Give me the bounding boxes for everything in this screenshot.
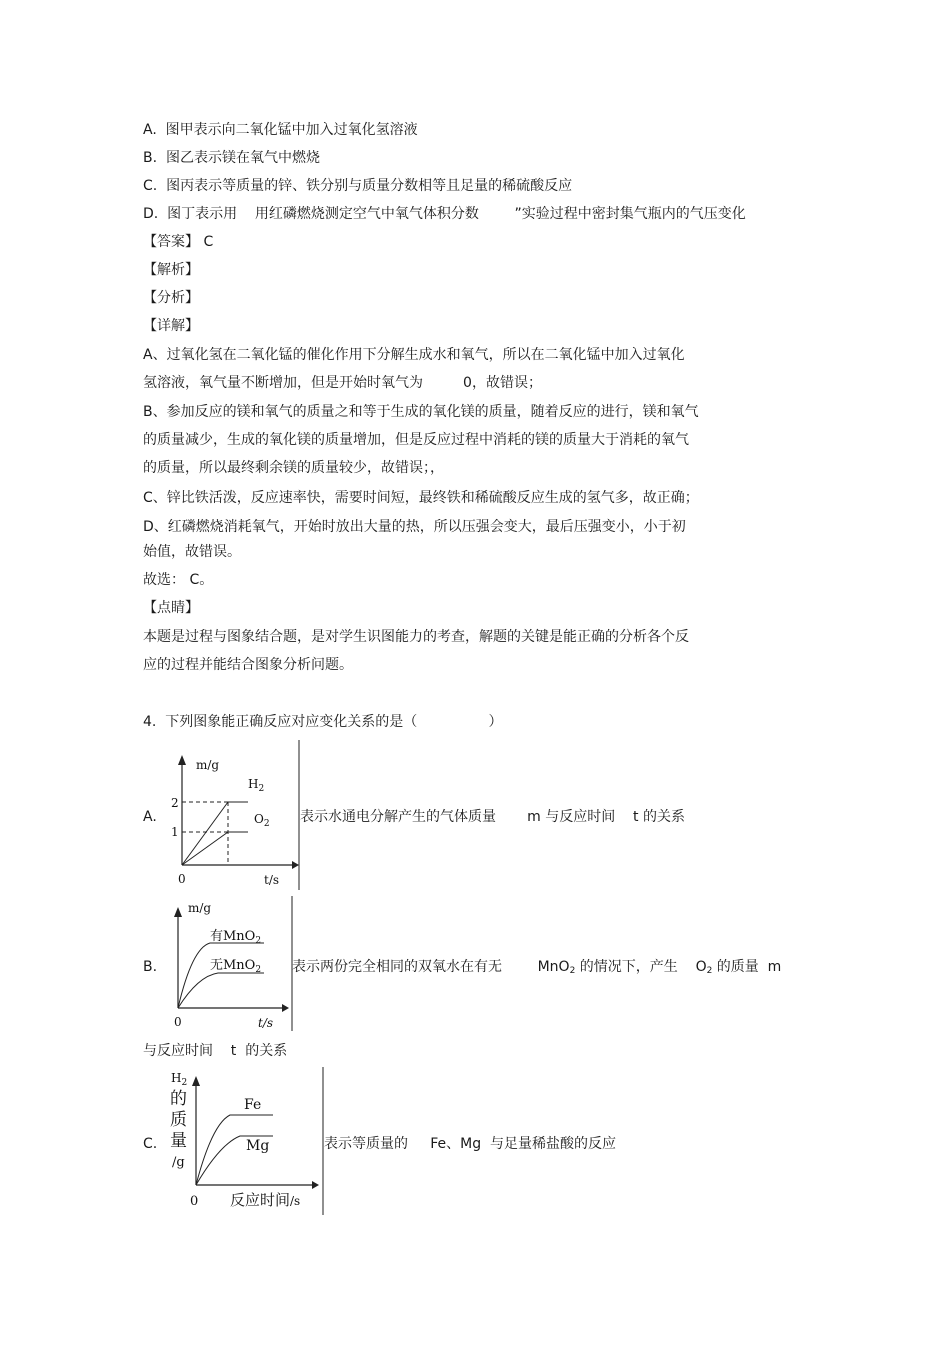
q4-option-b-label: B.	[143, 959, 158, 975]
question-4-stem: 4. 下列图象能正确反应对应变化关系的是（ ）	[143, 714, 503, 730]
option-c: C. 图丙表示等质量的锌、铁分别与质量分数相等且足量的稀硫酸反应	[143, 178, 573, 194]
analysis-line-5: 的质量，所以最终剩余镁的质量较少，故错误；，	[143, 460, 444, 476]
graph-b-series-with-mno2: 有MnO$_2$	[210, 929, 262, 946]
graph-a-tick-1: 1	[171, 825, 179, 839]
comment-line-1: 本题是过程与图象结合题，是对学生识图能力的考查，解题的关键是能正确的分析各个反	[143, 629, 689, 645]
jiexi-heading: 【解析】	[143, 262, 199, 278]
analysis-line-1: A、过氧化氢在二氧化锰的催化作用下分解生成水和氧气，所以在二氧化锰中加入过氧化	[143, 347, 685, 363]
graph-c-origin: 0	[190, 1194, 199, 1209]
graph-a-ylabel: m/g	[196, 758, 220, 772]
q4-option-a-desc: 表示水通电分解产生的气体质量 m 与反应时间 t 的关系	[300, 809, 685, 825]
analysis-line-8: 始值，故错误。	[143, 544, 241, 560]
graph-c-ylabel-unit: /g	[172, 1155, 185, 1170]
graph-c-series-fe: Fe	[244, 1097, 262, 1113]
answer-line: 【答案】 C	[143, 234, 214, 250]
graph-c	[168, 1067, 324, 1219]
graph-b	[168, 896, 293, 1035]
option-b: B. 图乙表示镁在氧气中燃烧	[143, 150, 320, 166]
q4-option-c-desc: 表示等质量的 Fe、Mg 与足量稀盐酸的反应	[324, 1136, 617, 1152]
analysis-line-6: C、锌比铁活泼，反应速率快，需要时间短，最终铁和稀硫酸反应生成的氢气多，故正确；	[143, 490, 699, 506]
graph-b-series-without-mno2: 无MnO$_2$	[210, 958, 262, 975]
dianjing-heading: 【点睛】	[143, 600, 199, 616]
comment-line-2: 应的过程并能结合图象分析问题。	[143, 657, 353, 673]
graph-c-series-mg: Mg	[246, 1138, 270, 1154]
graph-c-ylabel-h2: $H_2$	[171, 1071, 188, 1088]
fenxi-heading: 【分析】	[143, 290, 199, 306]
graph-c-ylabel-char-2: 质	[170, 1110, 187, 1130]
graph-b-ylabel: m/g	[188, 901, 212, 915]
option-d: D. 图丁表示用 用红磷燃烧测定空气中氧气体积分数 ”实验过程中密封集气瓶内的气压变化	[143, 206, 746, 222]
graph-b-xlabel: t/s	[258, 1016, 274, 1030]
graph-a-origin: 0	[178, 872, 186, 886]
q4-option-a-label: A.	[143, 809, 157, 825]
graph-a-xlabel: t/s	[264, 873, 280, 887]
analysis-line-2: 氢溶液，氧气量不断增加，但是开始时氧气为 0，故错误；	[143, 375, 542, 391]
graph-a-series-h2: $H_2$	[248, 777, 265, 794]
q4-option-c-label: C.	[143, 1136, 158, 1152]
q4-option-b-desc: 表示两份完全相同的双氧水在有无 MnO2 的情况下，产生 O2 的质量 m	[292, 959, 782, 976]
graph-a	[168, 740, 300, 894]
analysis-line-3: B、参加反应的镁和氧气的质量之和等于生成的氧化镁的质量，随着反应的进行，镁和氧气	[143, 404, 699, 420]
analysis-line-4: 的质量减少，生成的氧化镁的质量增加，但是反应过程中消耗的镁的质量大于消耗的氧气	[143, 432, 689, 448]
graph-a-series-o2: $O_2$	[254, 812, 270, 829]
xiangjie-heading: 【详解】	[143, 318, 199, 334]
choose-line: 故选： C。	[143, 572, 214, 588]
graph-c-xlabel: 反应时间/s	[230, 1191, 301, 1209]
graph-c-ylabel-char-3: 量	[170, 1131, 187, 1151]
graph-a-tick-2: 2	[171, 796, 179, 810]
analysis-line-7: D、红磷燃烧消耗氧气，开始时放出大量的热，所以压强会变大，最后压强变小，小于初	[143, 519, 686, 535]
graph-c-ylabel-char-1: 的	[170, 1089, 187, 1109]
q4-option-b-desc-cont: 与反应时间 t 的关系	[143, 1043, 288, 1059]
graph-b-origin: 0	[174, 1015, 182, 1029]
option-a: A. 图甲表示向二氧化锰中加入过氧化氢溶液	[143, 122, 418, 138]
